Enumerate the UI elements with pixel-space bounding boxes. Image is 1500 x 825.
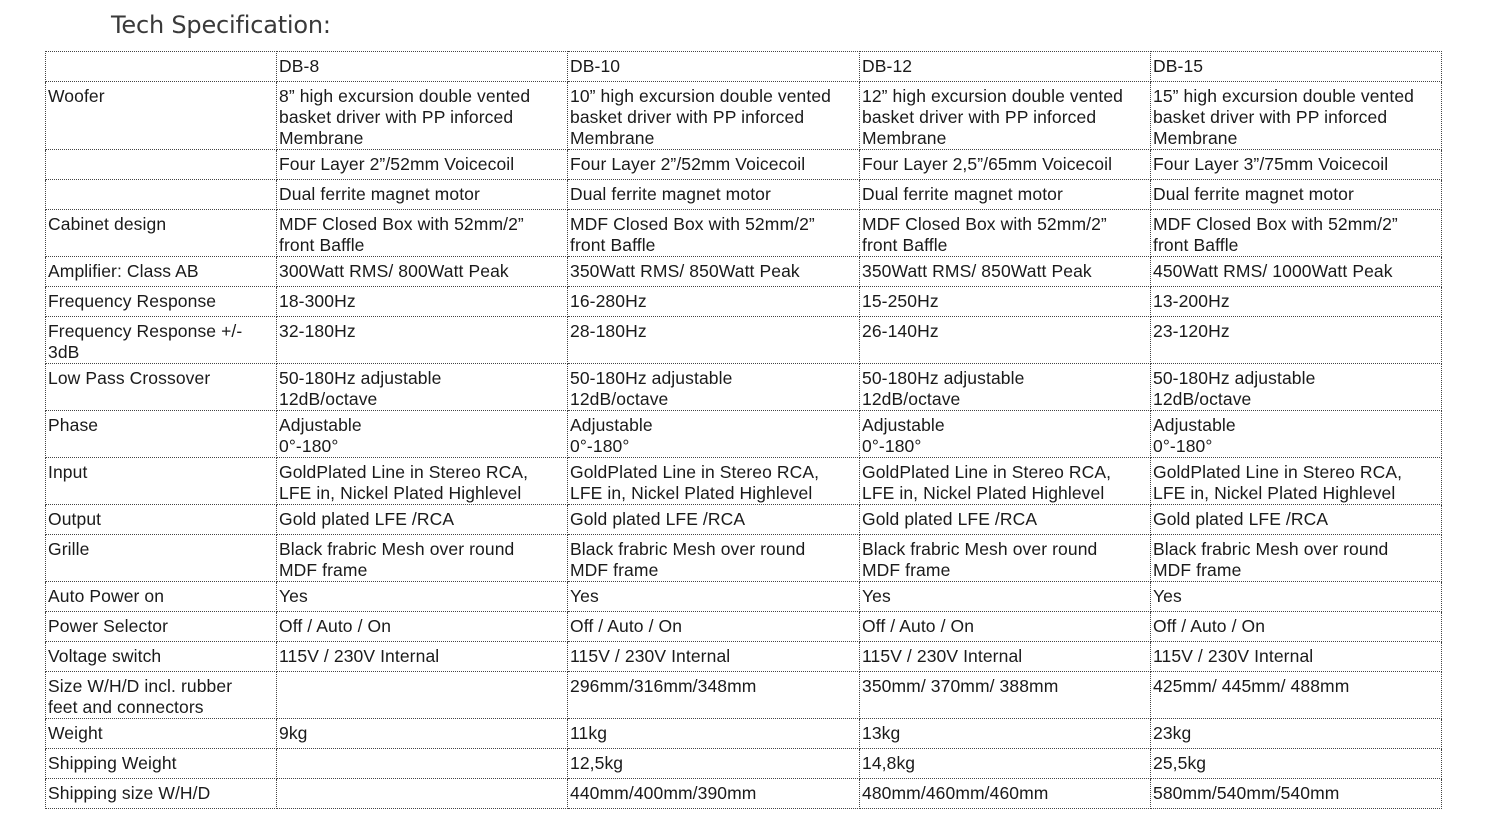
spec-value-text: GoldPlated Line in Stereo RCA, — [1153, 462, 1403, 482]
spec-label-text: 3dB — [48, 342, 80, 362]
spec-value-text: Gold plated LFE /RCA — [1153, 509, 1329, 529]
spec-value-cell — [277, 535, 568, 582]
spec-value-cell — [860, 411, 1151, 458]
spec-value-text: Membrane — [279, 128, 364, 148]
spec-label-cell — [46, 779, 277, 809]
spec-value-text: Gold plated LFE /RCA — [279, 509, 455, 529]
spec-value-cell — [860, 257, 1151, 287]
table-row — [46, 535, 1442, 582]
spec-value-cell — [1151, 779, 1442, 809]
spec-label-text: Cabinet design — [48, 214, 167, 234]
spec-label-text: Input — [48, 462, 88, 482]
spec-value-text: 25,5kg — [1153, 753, 1207, 773]
spec-label-text: Shipping size W/H/D — [48, 783, 211, 803]
spec-value-text: 0°-180° — [1153, 436, 1213, 456]
spec-value-text: front Baffle — [279, 235, 365, 255]
spec-value-cell — [1151, 180, 1442, 210]
spec-value-text: 50-180Hz adjustable — [862, 368, 1025, 388]
spec-value-text: 12dB/octave — [862, 389, 961, 409]
spec-label-cell — [46, 612, 277, 642]
spec-value-text: Membrane — [570, 128, 655, 148]
table-row — [46, 180, 1442, 210]
spec-value-text: Off / Auto / On — [1153, 616, 1266, 636]
spec-value-text: Membrane — [862, 128, 947, 148]
table-row — [46, 719, 1442, 749]
spec-value-cell — [277, 210, 568, 257]
spec-value-text: 115V / 230V Internal — [862, 646, 1023, 666]
spec-value-cell — [1151, 458, 1442, 505]
spec-value-text: 50-180Hz adjustable — [570, 368, 733, 388]
spec-label-text: Shipping Weight — [48, 753, 177, 773]
spec-value-text: Black frabric Mesh over round — [570, 539, 806, 559]
spec-label-text: Voltage switch — [48, 646, 162, 666]
spec-value-text: 350Watt RMS/ 850Watt Peak — [862, 261, 1092, 281]
spec-value-text: 26-140Hz — [862, 321, 939, 341]
spec-value-text: 8” high excursion double vented — [279, 86, 531, 106]
spec-value-cell — [860, 779, 1151, 809]
spec-value-text: 440mm/400mm/390mm — [570, 783, 757, 803]
spec-value-text: 115V / 230V Internal — [1153, 646, 1314, 666]
spec-value-text: 50-180Hz adjustable — [1153, 368, 1316, 388]
spec-value-text: Dual ferrite magnet motor — [1153, 184, 1354, 204]
spec-label-text: Weight — [48, 723, 103, 743]
table-row — [46, 749, 1442, 779]
spec-value-cell — [277, 364, 568, 411]
spec-value-cell — [1151, 535, 1442, 582]
model-header-cell — [568, 52, 860, 82]
spec-label-text: Frequency Response — [48, 291, 217, 311]
table-row — [46, 411, 1442, 458]
table-row — [46, 612, 1442, 642]
model-name: DB-15 — [1153, 56, 1204, 76]
table-row — [46, 672, 1442, 719]
spec-value-text: Adjustable — [279, 415, 362, 435]
spec-value-text: 18-300Hz — [279, 291, 356, 311]
spec-value-text: LFE in, Nickel Plated Highlevel — [1153, 483, 1396, 503]
spec-value-text: Four Layer 2”/52mm Voicecoil — [279, 154, 515, 174]
model-name: DB-12 — [862, 56, 913, 76]
spec-value-cell — [1151, 411, 1442, 458]
spec-value-text: 12dB/octave — [1153, 389, 1252, 409]
spec-value-text: Yes — [1153, 586, 1182, 606]
spec-value-text: 0°-180° — [570, 436, 630, 456]
spec-value-text: 580mm/540mm/540mm — [1153, 783, 1340, 803]
table-header-row — [46, 52, 1442, 82]
spec-value-cell — [1151, 150, 1442, 180]
spec-value-cell — [860, 612, 1151, 642]
header-corner-cell — [46, 52, 277, 82]
spec-value-text: Dual ferrite magnet motor — [570, 184, 771, 204]
spec-value-cell — [860, 82, 1151, 150]
spec-value-cell — [568, 180, 860, 210]
spec-value-text: 115V / 230V Internal — [570, 646, 731, 666]
spec-value-cell — [860, 287, 1151, 317]
spec-value-text: 480mm/460mm/460mm — [862, 783, 1049, 803]
table-row — [46, 582, 1442, 612]
spec-value-cell — [860, 672, 1151, 719]
spec-value-cell — [568, 719, 860, 749]
spec-value-cell — [568, 749, 860, 779]
spec-value-text: basket driver with PP inforced — [570, 107, 805, 127]
spec-label-cell — [46, 82, 277, 150]
spec-value-text: Gold plated LFE /RCA — [570, 509, 746, 529]
spec-value-cell — [568, 411, 860, 458]
spec-value-cell — [568, 779, 860, 809]
spec-value-cell — [1151, 364, 1442, 411]
table-row — [46, 364, 1442, 411]
spec-value-text: Adjustable — [570, 415, 653, 435]
spec-value-cell — [1151, 582, 1442, 612]
table-row — [46, 779, 1442, 809]
spec-value-cell — [568, 505, 860, 535]
spec-value-text: Four Layer 3”/75mm Voicecoil — [1153, 154, 1389, 174]
spec-value-cell — [277, 642, 568, 672]
spec-value-cell — [277, 582, 568, 612]
spec-value-cell — [568, 535, 860, 582]
spec-value-text: 32-180Hz — [279, 321, 356, 341]
spec-table — [45, 51, 1442, 809]
spec-label-cell — [46, 672, 277, 719]
spec-value-text: 450Watt RMS/ 1000Watt Peak — [1153, 261, 1393, 281]
spec-value-text: 23-120Hz — [1153, 321, 1230, 341]
model-header-cell — [277, 52, 568, 82]
spec-value-cell — [568, 317, 860, 364]
spec-value-cell — [277, 150, 568, 180]
spec-value-cell — [277, 458, 568, 505]
spec-value-text: Yes — [279, 586, 308, 606]
spec-value-text: Four Layer 2”/52mm Voicecoil — [570, 154, 806, 174]
spec-value-cell — [1151, 612, 1442, 642]
spec-value-text: basket driver with PP inforced — [279, 107, 514, 127]
spec-value-text: 12” high excursion double vented — [862, 86, 1124, 106]
spec-value-cell — [568, 257, 860, 287]
spec-value-text: Black frabric Mesh over round — [279, 539, 515, 559]
spec-label-text: Woofer — [48, 86, 105, 106]
spec-value-cell — [1151, 317, 1442, 364]
spec-value-cell — [860, 582, 1151, 612]
spec-value-cell — [568, 672, 860, 719]
spec-label-text: Power Selector — [48, 616, 169, 636]
spec-label-text: feet and connectors — [48, 697, 204, 717]
spec-value-cell — [568, 458, 860, 505]
spec-value-text: MDF frame — [1153, 560, 1242, 580]
spec-value-text: LFE in, Nickel Plated Highlevel — [570, 483, 813, 503]
spec-value-cell — [860, 210, 1151, 257]
spec-value-text: Membrane — [1153, 128, 1238, 148]
spec-value-text: 296mm/316mm/348mm — [570, 676, 757, 696]
spec-value-cell — [277, 672, 568, 719]
spec-value-text: Dual ferrite magnet motor — [862, 184, 1063, 204]
spec-value-text: 13-200Hz — [1153, 291, 1230, 311]
spec-value-text: GoldPlated Line in Stereo RCA, — [279, 462, 529, 482]
spec-value-text: LFE in, Nickel Plated Highlevel — [862, 483, 1105, 503]
spec-value-text: MDF Closed Box with 52mm/2” — [1153, 214, 1398, 234]
spec-label-text: Grille — [48, 539, 90, 559]
spec-value-text: Adjustable — [1153, 415, 1236, 435]
spec-label-text: Low Pass Crossover — [48, 368, 211, 388]
spec-value-cell — [860, 150, 1151, 180]
spec-value-text: Gold plated LFE /RCA — [862, 509, 1038, 529]
spec-label-text: Phase — [48, 415, 99, 435]
spec-value-cell — [1151, 82, 1442, 150]
spec-value-text: 10” high excursion double vented — [570, 86, 832, 106]
table-row — [46, 505, 1442, 535]
spec-value-cell — [277, 749, 568, 779]
spec-value-cell — [277, 257, 568, 287]
spec-value-text: Off / Auto / On — [279, 616, 392, 636]
spec-value-cell — [860, 458, 1151, 505]
spec-value-text: MDF frame — [279, 560, 368, 580]
table-row — [46, 82, 1442, 150]
spec-value-text: LFE in, Nickel Plated Highlevel — [279, 483, 522, 503]
spec-value-cell — [1151, 210, 1442, 257]
spec-value-text: Four Layer 2,5”/65mm Voicecoil — [862, 154, 1113, 174]
spec-value-cell — [1151, 287, 1442, 317]
spec-label-cell — [46, 317, 277, 364]
spec-value-cell — [1151, 257, 1442, 287]
spec-value-cell — [568, 364, 860, 411]
model-header-cell — [860, 52, 1151, 82]
spec-value-cell — [860, 317, 1151, 364]
spec-value-cell — [277, 505, 568, 535]
spec-value-text: 11kg — [570, 723, 608, 743]
spec-value-cell — [568, 582, 860, 612]
spec-value-text: 350mm/ 370mm/ 388mm — [862, 676, 1059, 696]
spec-label-text: Size W/H/D incl. rubber — [48, 676, 233, 696]
spec-value-text: 15-250Hz — [862, 291, 939, 311]
spec-value-text: 350Watt RMS/ 850Watt Peak — [570, 261, 800, 281]
spec-value-cell — [860, 180, 1151, 210]
spec-value-cell — [277, 180, 568, 210]
spec-value-text: 15” high excursion double vented — [1153, 86, 1415, 106]
spec-value-text: 23kg — [1153, 723, 1192, 743]
spec-value-cell — [277, 612, 568, 642]
spec-value-cell — [860, 749, 1151, 779]
spec-value-cell — [568, 642, 860, 672]
spec-value-text: 425mm/ 445mm/ 488mm — [1153, 676, 1350, 696]
spec-value-cell — [1151, 719, 1442, 749]
table-row — [46, 458, 1442, 505]
spec-value-text: Adjustable — [862, 415, 945, 435]
spec-label-cell — [46, 257, 277, 287]
spec-value-text: 0°-180° — [279, 436, 339, 456]
spec-label-text: Frequency Response +/- — [48, 321, 243, 341]
table-row — [46, 257, 1442, 287]
spec-value-text: 9kg — [279, 723, 308, 743]
table-row — [46, 150, 1442, 180]
spec-value-cell — [1151, 505, 1442, 535]
spec-label-cell — [46, 210, 277, 257]
spec-value-text: 12dB/octave — [279, 389, 378, 409]
spec-value-text: 12,5kg — [570, 753, 624, 773]
spec-value-text: Yes — [862, 586, 891, 606]
spec-value-cell — [860, 535, 1151, 582]
spec-value-text: 28-180Hz — [570, 321, 647, 341]
spec-value-text: Black frabric Mesh over round — [1153, 539, 1389, 559]
spec-label-text: Auto Power on — [48, 586, 165, 606]
spec-value-cell — [860, 364, 1151, 411]
spec-value-text: MDF frame — [862, 560, 951, 580]
spec-value-cell — [568, 612, 860, 642]
spec-label-cell — [46, 180, 277, 210]
spec-value-text: Off / Auto / On — [862, 616, 975, 636]
spec-value-text: basket driver with PP inforced — [862, 107, 1097, 127]
spec-label-cell — [46, 719, 277, 749]
spec-value-text: 12dB/octave — [570, 389, 669, 409]
spec-value-cell — [1151, 749, 1442, 779]
spec-value-cell — [277, 82, 568, 150]
model-name: DB-8 — [279, 56, 320, 76]
spec-label-cell — [46, 458, 277, 505]
spec-label-cell — [46, 749, 277, 779]
model-header-cell — [1151, 52, 1442, 82]
table-row — [46, 317, 1442, 364]
spec-value-cell — [277, 287, 568, 317]
page-title: Tech Specification: — [111, 11, 331, 39]
spec-value-text: 50-180Hz adjustable — [279, 368, 442, 388]
spec-label-cell — [46, 287, 277, 317]
spec-value-cell — [1151, 642, 1442, 672]
spec-value-text: GoldPlated Line in Stereo RCA, — [570, 462, 820, 482]
spec-value-text: 0°-180° — [862, 436, 922, 456]
spec-value-text: 14,8kg — [862, 753, 916, 773]
spec-value-cell — [568, 287, 860, 317]
spec-value-text: Off / Auto / On — [570, 616, 683, 636]
spec-value-cell — [860, 505, 1151, 535]
spec-value-text: 13kg — [862, 723, 901, 743]
spec-value-cell — [277, 719, 568, 749]
spec-value-cell — [568, 150, 860, 180]
spec-label-text: Output — [48, 509, 102, 529]
spec-value-cell — [277, 411, 568, 458]
table-row — [46, 287, 1442, 317]
spec-label-cell — [46, 642, 277, 672]
spec-label-cell — [46, 535, 277, 582]
spec-value-text: Yes — [570, 586, 599, 606]
spec-value-text: 300Watt RMS/ 800Watt Peak — [279, 261, 509, 281]
spec-value-cell — [568, 210, 860, 257]
spec-value-text: 115V / 230V Internal — [279, 646, 440, 666]
table-row — [46, 210, 1442, 257]
spec-value-cell — [860, 719, 1151, 749]
spec-value-cell — [1151, 672, 1442, 719]
spec-value-text: MDF Closed Box with 52mm/2” — [279, 214, 524, 234]
spec-value-text: Dual ferrite magnet motor — [279, 184, 480, 204]
spec-value-text: 16-280Hz — [570, 291, 647, 311]
spec-value-text: front Baffle — [1153, 235, 1239, 255]
spec-label-cell — [46, 364, 277, 411]
spec-value-text: front Baffle — [862, 235, 948, 255]
model-name: DB-10 — [570, 56, 621, 76]
table-row — [46, 642, 1442, 672]
spec-value-text: MDF frame — [570, 560, 659, 580]
spec-value-text: MDF Closed Box with 52mm/2” — [570, 214, 815, 234]
spec-label-cell — [46, 411, 277, 458]
spec-value-cell — [277, 317, 568, 364]
spec-value-cell — [277, 779, 568, 809]
spec-value-text: MDF Closed Box with 52mm/2” — [862, 214, 1107, 234]
spec-value-text: front Baffle — [570, 235, 656, 255]
spec-label-cell — [46, 150, 277, 180]
spec-label-cell — [46, 505, 277, 535]
spec-value-text: Black frabric Mesh over round — [862, 539, 1098, 559]
spec-value-cell — [860, 642, 1151, 672]
spec-value-text: basket driver with PP inforced — [1153, 107, 1388, 127]
spec-value-cell — [568, 82, 860, 150]
spec-label-cell — [46, 582, 277, 612]
spec-label-text: Amplifier: Class AB — [48, 261, 199, 281]
spec-value-text: GoldPlated Line in Stereo RCA, — [862, 462, 1112, 482]
